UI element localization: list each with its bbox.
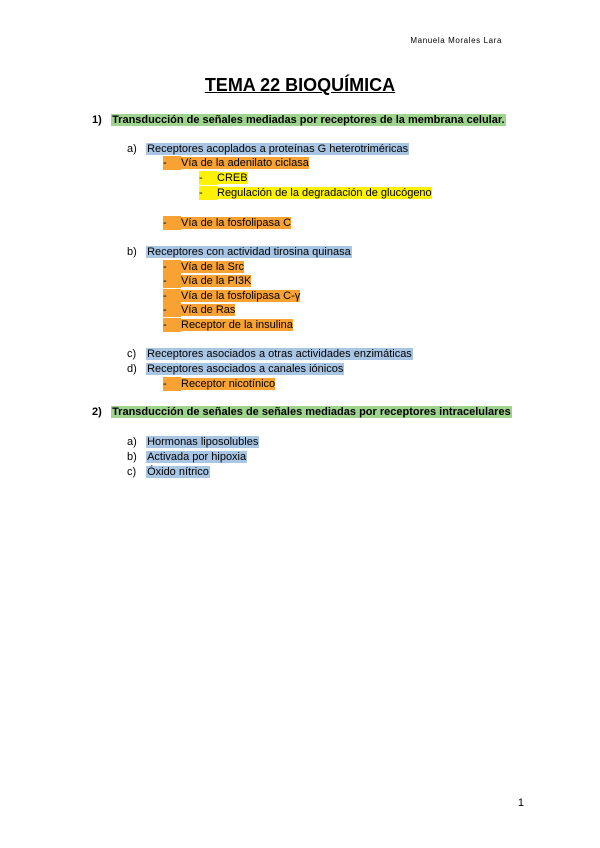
item-text: Receptores asociados a canales iónicos xyxy=(147,363,344,375)
sub-item-text: Vía de la fosfolipasa C-γ xyxy=(181,290,301,302)
sub-sub-item-marker: - xyxy=(199,171,217,185)
section-heading-text: Transducción de señales de señales mediadas por receptores intracelulares xyxy=(112,406,511,418)
item-marker: a) xyxy=(127,436,137,448)
section-marker: 1) xyxy=(92,114,102,126)
sub-list-item xyxy=(163,156,309,170)
sub-item-marker: - xyxy=(163,156,181,170)
sub-sub-list-item xyxy=(199,171,248,185)
page-title: TEMA 22 BIOQUÍMICA xyxy=(204,75,396,95)
sub-list-item xyxy=(163,260,244,274)
sub-item-text: Vía de la PI3K xyxy=(181,275,252,287)
author-name: Manuela Morales Lara xyxy=(410,36,502,45)
sub-list-item xyxy=(163,318,293,332)
item-text: Receptores con actividad tirosina quinasa xyxy=(147,246,351,258)
item-marker: d) xyxy=(127,363,137,375)
sub-item-marker: - xyxy=(163,274,181,288)
list-item xyxy=(127,362,344,376)
section-2-heading xyxy=(92,405,512,419)
list-item xyxy=(127,347,413,361)
sub-sub-item-marker: - xyxy=(199,186,217,200)
sub-list-item xyxy=(163,303,235,317)
sub-item-text: Vía de la adenilato ciclasa xyxy=(181,157,309,169)
list-item xyxy=(127,245,352,259)
item-marker: a) xyxy=(127,143,137,155)
sub-sub-item-text: CREB xyxy=(217,172,248,184)
item-marker: b) xyxy=(127,451,137,463)
sub-list-item xyxy=(163,289,300,303)
section-1-heading xyxy=(92,113,506,127)
sub-item-marker: - xyxy=(163,318,181,332)
sub-sub-item-text: Regulación de la degradación de glucógeno xyxy=(217,187,432,199)
sub-item-marker: - xyxy=(163,260,181,274)
item-marker: c) xyxy=(127,348,137,360)
sub-list-item xyxy=(163,216,291,230)
item-marker: c) xyxy=(127,466,137,478)
list-item xyxy=(127,142,409,156)
item-marker: b) xyxy=(127,246,137,258)
sub-item-marker: - xyxy=(163,289,181,303)
list-item xyxy=(127,465,210,479)
sub-list-item xyxy=(163,274,251,288)
sub-item-text: Receptor de la insulina xyxy=(181,319,293,331)
page-number: 1 xyxy=(517,797,524,809)
list-item xyxy=(127,450,247,464)
item-text: Activada por hipoxia xyxy=(147,451,247,463)
sub-item-marker: - xyxy=(163,377,181,391)
section-heading-text: Transducción de señales mediadas por receptores de la membrana celular. xyxy=(112,114,505,126)
item-text: Receptores asociados a otras actividades enzimáticas xyxy=(147,348,412,360)
list-item xyxy=(127,435,259,449)
sub-item-marker: - xyxy=(163,303,181,317)
sub-item-text: Receptor nicotínico xyxy=(181,378,276,390)
sub-list-item xyxy=(163,377,275,391)
item-text: Óxido nítrico xyxy=(147,466,209,478)
sub-sub-list-item xyxy=(199,186,432,200)
item-text: Receptores acoplados a proteínas G heterotriméricas xyxy=(147,143,409,155)
item-text: Hormonas liposolubles xyxy=(147,436,259,448)
sub-item-text: Vía de la Src xyxy=(181,261,244,273)
sub-item-text: Vía de Ras xyxy=(181,304,236,316)
sub-item-marker: - xyxy=(163,216,181,230)
sub-item-text: Vía de la fosfolipasa C xyxy=(181,217,292,229)
section-marker: 2) xyxy=(92,406,102,418)
